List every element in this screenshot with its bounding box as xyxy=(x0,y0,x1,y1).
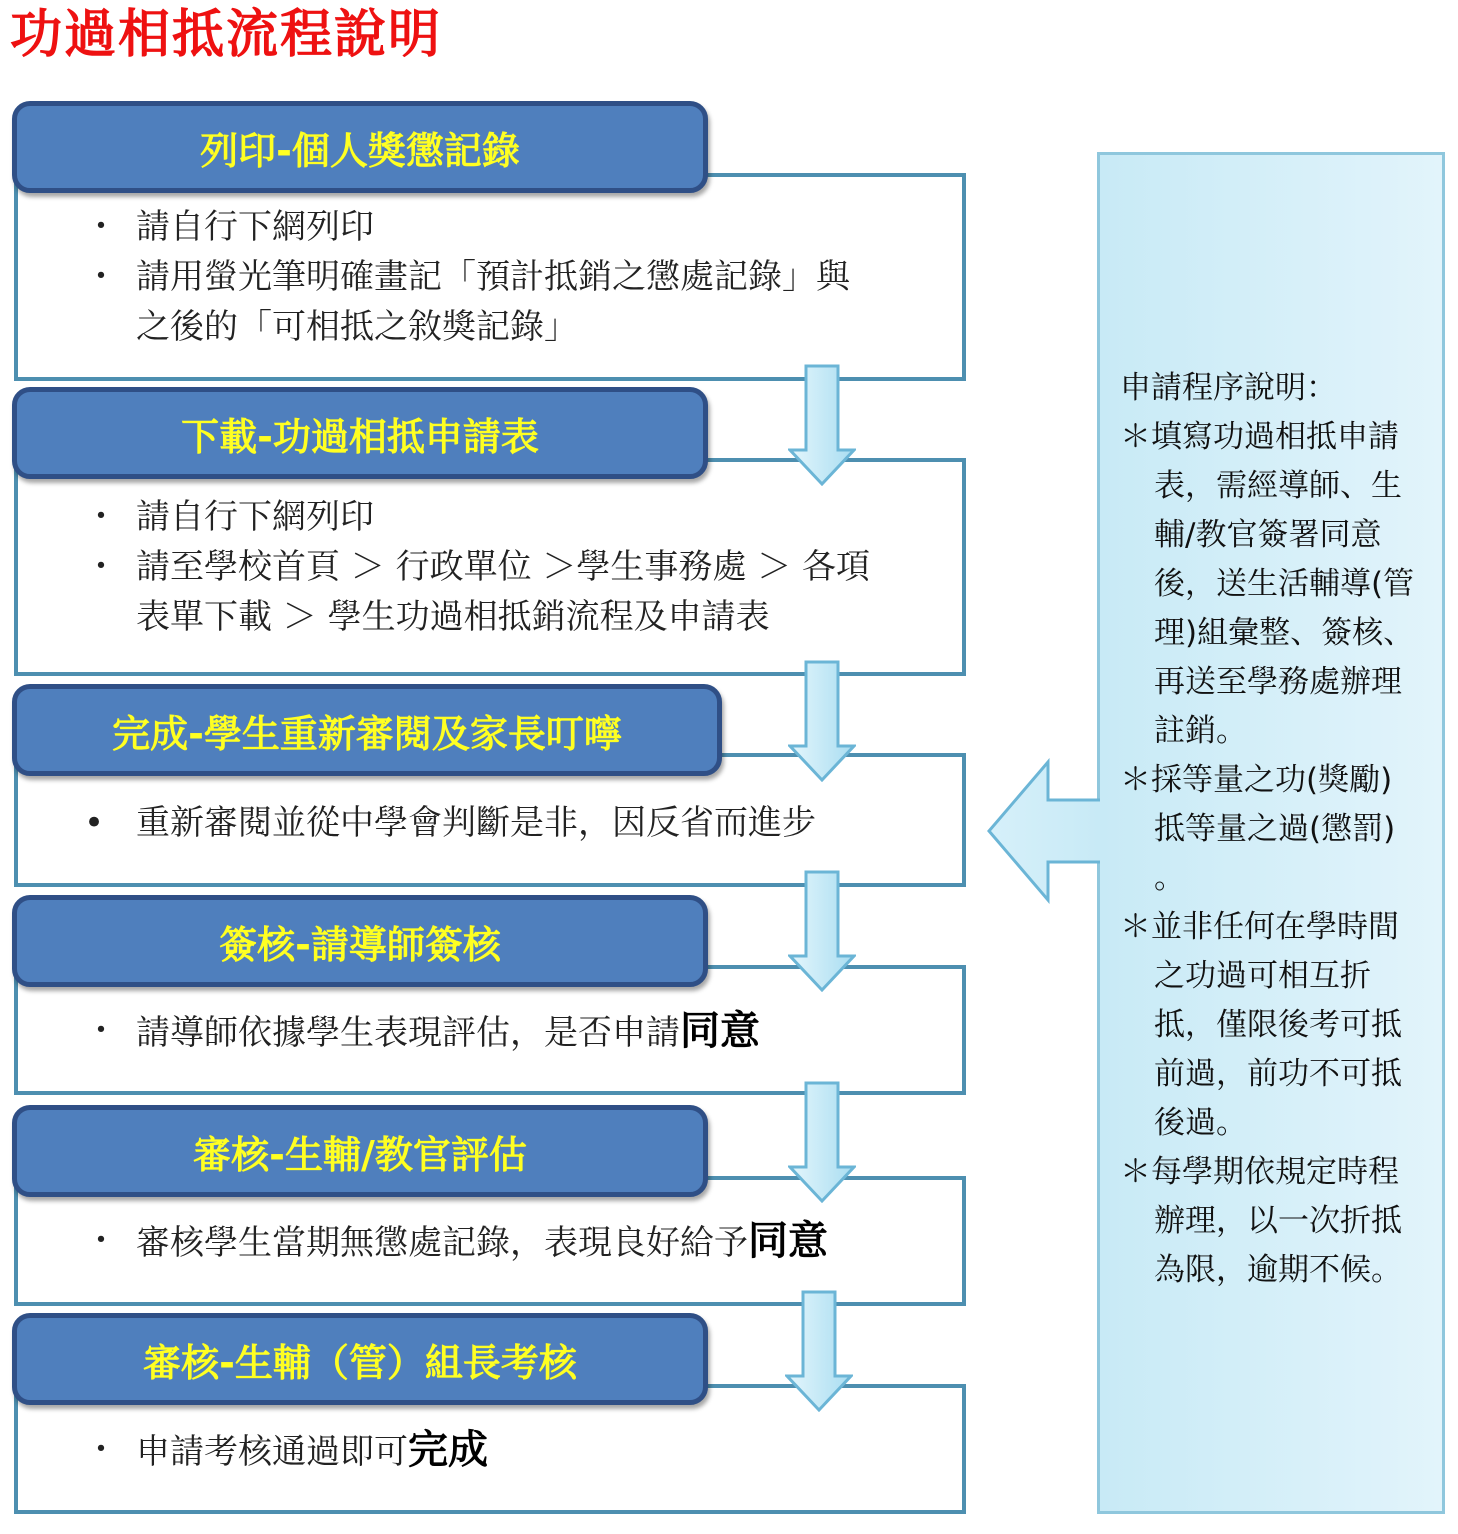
step-5-list xyxy=(84,1216,904,1268)
left-arrow-icon xyxy=(986,758,1102,904)
list-item: ・ 請自行下網列印 xyxy=(84,207,374,247)
side-panel-heading: 申請程序說明： xyxy=(1120,370,1337,406)
flow-arrow-5-icon xyxy=(785,1290,853,1412)
flow-arrow-3-icon xyxy=(788,870,856,992)
list-item: ・ 請至學校首頁 ＞ 行政單位 ＞學生事務處 ＞ 各項 表單下載 ＞ 學生功過相抵銷流程及申請表 xyxy=(84,547,871,637)
list-item: ・ 請用螢光筆明確畫記「預計抵銷之懲處記錄」與 之後的「可相抵之敘獎記錄」 xyxy=(84,257,850,347)
note-4-line-1: ＊每學期依規定時程 xyxy=(1120,1154,1399,1190)
step-4-list xyxy=(84,1006,904,1058)
step-1-header-label: 列印-個人獎懲記錄 xyxy=(200,128,520,173)
note-1-line-1: ＊填寫功過相抵申請 xyxy=(1120,419,1399,455)
step-1-header xyxy=(12,101,708,193)
step-1-list xyxy=(84,202,904,352)
note-3-line-1: ＊並非任何在學時間 xyxy=(1120,909,1399,945)
step-4-header-label: 簽核-請導師簽核 xyxy=(219,922,501,967)
step-6-header xyxy=(12,1313,708,1405)
flow-arrow-4-icon xyxy=(788,1081,856,1203)
step-2-header xyxy=(12,387,708,479)
emphasis-text: 同意 xyxy=(748,1218,828,1264)
list-item: ・ 審核學生當期無懲處記錄，表現良好給予同意 xyxy=(84,1218,828,1264)
emphasis-text: 完成 xyxy=(408,1427,488,1473)
step-5-header-label: 審核-生輔/教官評估 xyxy=(193,1132,527,1177)
list-item: ・ 申請考核通過即可完成 xyxy=(84,1427,488,1473)
step-3-header-label: 完成-學生重新審閱及家長叮嚀 xyxy=(112,711,622,756)
step-5-header xyxy=(12,1105,708,1197)
note-2-line-1: ＊採等量之功(獎勵) xyxy=(1120,762,1393,798)
step-6-list xyxy=(84,1425,904,1477)
list-item: • 重新審閱並從中學會判斷是非，因反省而進步 xyxy=(84,803,816,843)
step-3-header xyxy=(12,684,722,776)
step-4-header xyxy=(12,895,708,987)
emphasis-text: 同意 xyxy=(680,1008,760,1054)
step-3-list xyxy=(84,798,904,848)
side-panel-text: 申請程序說明： ＊填寫功過相抵申請 表，需經導師、生 輔/教官簽署同意 後，送生活輔導(管 理)組彙整、簽核、 再送至學務處辦理 註銷。 ＊採等量之功(獎勵) 抵等量之過(懲罰) 。 ＊並非任何在學時間 之功過可相互折 抵，僅限後考可抵 前過，前功不可抵 後過。 ＊每學期依規定時程 辦理，以一次折抵 為限，逾期不候。 xyxy=(1120,364,1442,1295)
step-6-header-label: 審核-生輔（管）組長考核 xyxy=(143,1340,577,1385)
page-title: 功過相抵流程說明 xyxy=(10,5,443,65)
list-item: ・ 請導師依據學生表現評估，是否申請同意 xyxy=(84,1008,760,1054)
step-2-header-label: 下載-功過相抵申請表 xyxy=(181,414,539,459)
flow-arrow-1-icon xyxy=(788,364,856,486)
step-2-list xyxy=(84,492,904,642)
list-item: ・ 請自行下網列印 xyxy=(84,497,374,537)
flow-arrow-2-icon xyxy=(788,660,856,782)
